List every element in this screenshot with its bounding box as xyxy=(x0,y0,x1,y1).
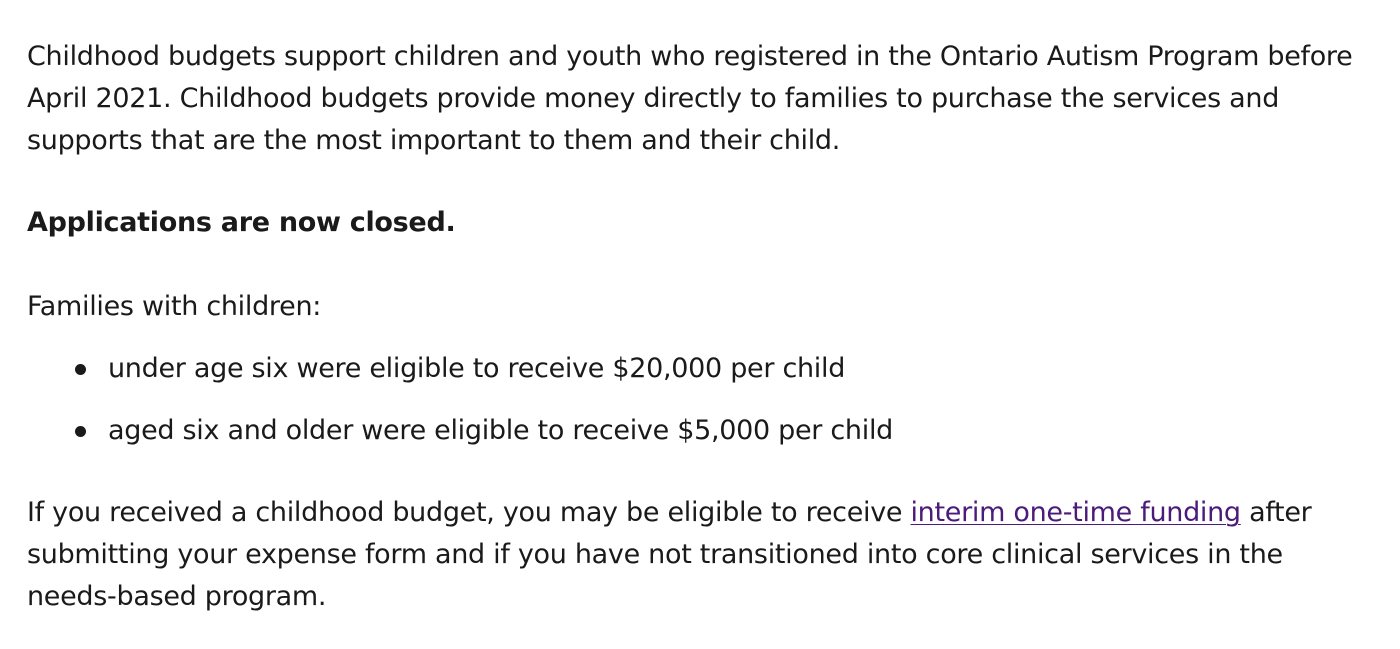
interim-funding-link[interactable]: interim one-time funding xyxy=(910,497,1241,528)
page-content xyxy=(27,36,1367,618)
closing-paragraph xyxy=(27,492,1367,618)
bullet-icon xyxy=(75,426,86,437)
applications-closed-notice: Applications are now closed. xyxy=(27,207,456,238)
closing-text-before-link: If you received a childhood budget, you may be eligible to receive xyxy=(27,497,911,528)
list-item xyxy=(27,348,1367,390)
intro-paragraph: Childhood budgets support children and youth who registered in the Ontario Autism Program before April 2021. Childhood budgets provide money directly to families to purchase the services and supports that are the most important to them and their child. xyxy=(27,41,1353,156)
list-item xyxy=(27,410,1367,452)
eligibility-item-under-six: under age six were eligible to receive $20,000 per child xyxy=(108,353,846,384)
eligibility-list xyxy=(27,348,1367,452)
bullet-icon xyxy=(75,364,86,375)
eligibility-item-six-and-older: aged six and older were eligible to receive $5,000 per child xyxy=(108,415,893,446)
closing-text-after-link: after submitting your expense form and if you have not transitioned into core clinical services in the needs-based program. xyxy=(27,497,1312,612)
families-label: Families with children: xyxy=(27,291,322,322)
